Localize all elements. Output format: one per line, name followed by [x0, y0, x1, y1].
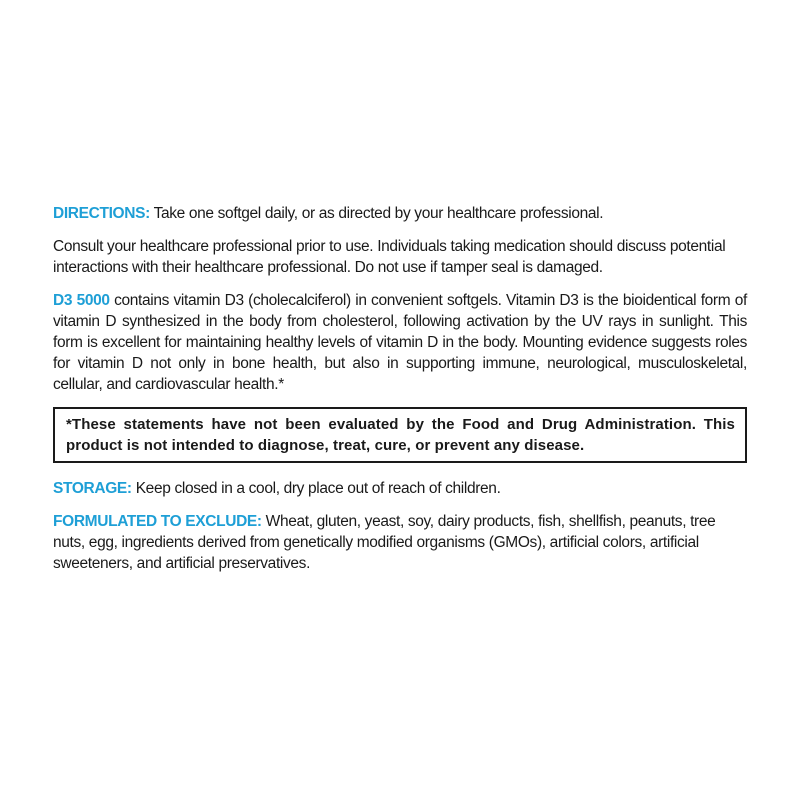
description-text: contains vitamin D3 (cholecalciferol) in convenient softgels. Vitamin D3 is the bioidentical form of vitamin D synthesized in the body from cholesterol, following activation by the UV rays in sunlight. This form is excellent for maintaining healthy levels of vitamin D in the body. Mounting evidence suggests roles for vitamin D not only in bone health, but also in supporting immune, neurological, musculoskeletal, cellular, and cardiovascular health.* — [53, 292, 747, 393]
fda-disclaimer-box — [53, 407, 747, 463]
storage-text: Keep closed in a cool, dry place out of reach of children. — [131, 480, 501, 497]
product-name-label: D3 5000 — [53, 292, 110, 309]
exclude-paragraph — [53, 511, 747, 574]
fda-disclaimer-text: *These statements have not been evaluated by the Food and Drug Administration. This product is not intended to diagnose, treat, cure, or prevent any disease. — [66, 416, 735, 454]
description-paragraph — [53, 290, 747, 395]
directions-paragraph — [53, 203, 747, 224]
label-content — [53, 203, 747, 574]
consult-paragraph: Consult your healthcare professional prior to use. Individuals taking medication should discuss potential interactions with their healthcare professional. Do not use if tamper seal is damaged. — [53, 238, 726, 276]
storage-label: STORAGE: — [53, 480, 132, 497]
directions-label: DIRECTIONS: — [53, 205, 150, 222]
exclude-label: FORMULATED TO EXCLUDE: — [53, 513, 262, 530]
directions-text: Take one softgel daily, or as directed by your healthcare professional. — [149, 205, 604, 222]
storage-paragraph — [53, 478, 747, 499]
exclude-text: Wheat, gluten, yeast, soy, dairy products, fish, shellfish, peanuts, tree nuts, egg, ingredients derived from genetically modified organisms (GMOs), artificial colors, artificial sweeteners, and artificial preservatives. — [53, 513, 716, 572]
